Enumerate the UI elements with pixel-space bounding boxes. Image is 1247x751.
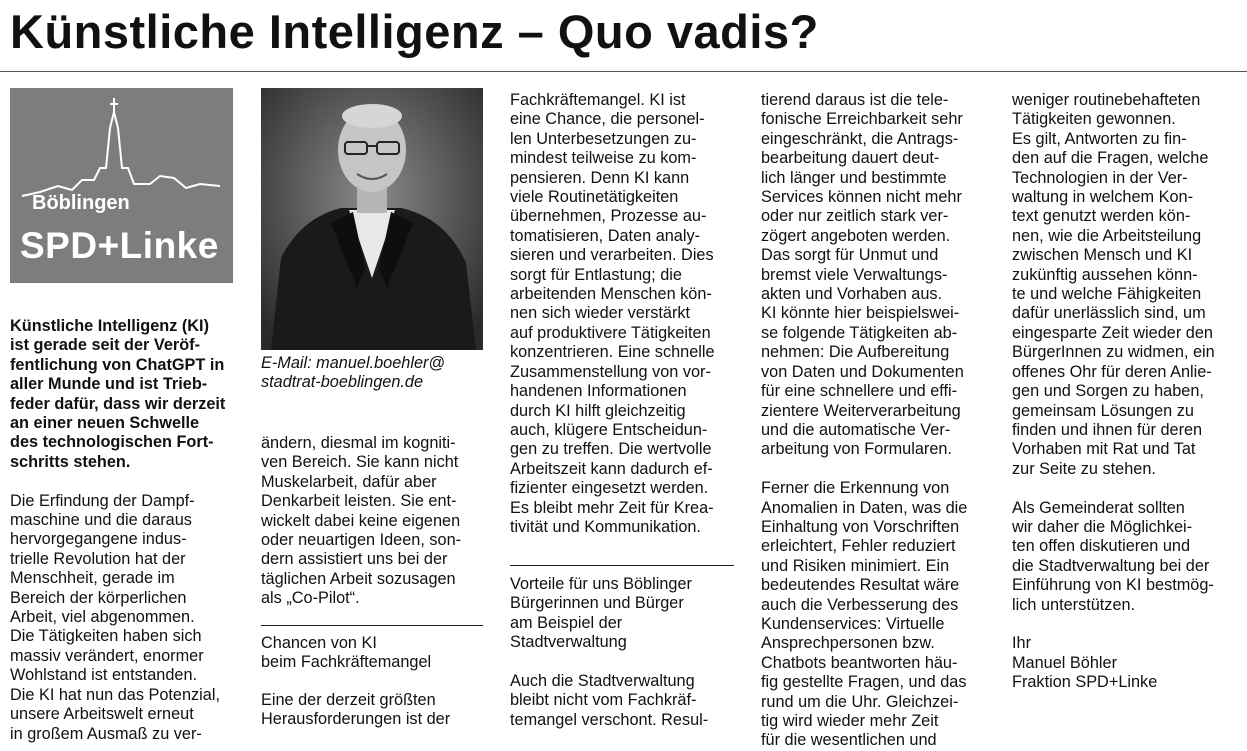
- subheading-chancen: Chancen von KI beim Fachkräftemangel: [261, 634, 432, 672]
- subheading-vorteile: Vorteile für uns Böblinger Bürgerinnen und Bürger am Beispiel der Stadtverwaltung: [510, 575, 692, 652]
- column-2-paragraph-1: ändern, diesmal im kogniti- ven Bereich. Sie kann nicht Muskelarbeit, dafür aber Denkarbeit leisten. Sie ent- wickelt dabei keine eigenen oder neuartigen Ideen, son- dern assistiert uns bei der täglichen Arbeit sozusagen als „Co-Pilot“.: [261, 434, 462, 608]
- logo-party-name: SPD+Linke: [20, 225, 219, 266]
- column-3: [510, 91, 734, 537]
- column-4-paragraph-1: tierend daraus ist die tele- fonische Erreichbarkeit sehr eingeschränkt, die Antrags- bearbeitung dauert deut- lich länger und bestimmte Services können nicht mehr oder nur zeitlich stark ver- zögert angeboten werden. Das sorgt für Unmut und bremst viele Verwaltungs- akten und Vorhaben aus. KI könnte hier beispielswei- se folgende Tätigkeiten ab- nehmen: Die Aufbereitung von Daten und Dokumenten für eine schnellere und effi- zientere Weiterverarbeitung und die automatische Ver- arbeitung von Formularen.: [761, 91, 964, 459]
- column-2-paragraph-2: Eine der derzeit größten Herausforderungen ist der: [261, 691, 451, 729]
- column-4: [761, 91, 985, 751]
- column-3-lower: [510, 672, 734, 730]
- article-headline: Künstliche Intelligenz – Quo vadis?: [10, 5, 819, 58]
- column-3-paragraph-1: Fachkräftemangel. KI ist eine Chance, die personel- len Unterbesetzungen zu- mindest teilweise zu kom- pensieren. Denn KI kann viele Routinetätigkeiten übernehmen, Prozesse au- tomatisieren, Daten analy- sieren und verarbeiten. Dies sorgt für Entlastung; die arbeitenden Menschen kön- nen sich wieder verstärkt auf produktivere Tätigkeiten konzentrieren. Eine schnelle Zusammenstellung von vor- handenen Informationen durch KI hilft gleichzeitig auch, klügere Entscheidun- gen zu treffen. Die wertvolle Arbeitszeit kann dadurch ef- fizienter eingesetzt werden. Es bleibt mehr Zeit für Krea- tivität und Kommunikation.: [510, 91, 715, 536]
- column-3-paragraph-2: Auch die Stadtverwaltung bleibt nicht vom Fachkräf- temangel verschont. Resul-: [510, 672, 709, 729]
- column-5-paragraph-1: weniger routinebehafteten Tätigkeiten gewonnen. Es gilt, Antworten zu fin- den auf die Fragen, welche Technologien in der Ver- waltung in welchem Kon- text genutzt werden kön- nen, wie die Arbeitsteilung zwischen Mensch und KI zukünftig aussehen könn- te und welche Fähigkeiten dafür unerlässlich sind, um eingesparte Zeit wieder den BürgerInnen zu widmen, ein offenes Ohr für deren Anlie- gen und Sorgen zu haben, gemeinsam Lösungen zu finden und ihnen für deren Vorhaben mit Rat und Tat zur Seite zu stehen.: [1012, 91, 1215, 478]
- column-5-paragraph-2: Als Gemeinderat sollten wir daher die Möglichkei- ten offen diskutieren und die Stadtverwaltung bei der Einführung von KI bestmög- lich unterstützen.: [1012, 498, 1214, 614]
- column-2-lower: [261, 691, 483, 730]
- column-5: [1012, 91, 1236, 693]
- column-4-paragraph-2: Ferner die Erkennung von Anomalien in Daten, was die Einhaltung von Vorschriften erleichtert, Fehler reduziert und Risiken minimiert. Ein bedeutendes Resultat wäre auch die Verbesserung des Kundenservices: Virtuelle Ansprechpersonen bzw. Chatbots beantworten häu- fig gestellte Fragen, und das rund um die Uhr. Gleichzei- tig wird wieder mehr Zeit für die wesentlichen und: [761, 479, 968, 750]
- photo-caption-email: E-Mail: manuel.boehler@ stadtrat-boeblingen.de: [261, 354, 445, 392]
- lead-paragraph: Künstliche Intelligenz (KI) ist gerade seit der Veröf- fentlichung von ChatGPT in aller Munde und ist Trieb- feder dafür, dass wir derzeit an einer neuen Schwelle des technologischen Fort- schritts stehen.: [10, 317, 226, 471]
- column-1: [10, 317, 233, 744]
- column-2: [261, 434, 483, 609]
- signoff: Ihr Manuel Böhler Fraktion SPD+Linke: [1012, 634, 1158, 692]
- author-photo: [261, 88, 483, 350]
- headline-rule: [0, 71, 1247, 72]
- column-1-paragraph: Die Erfindung der Dampf- maschine und die daraus hervorgegangene indus- trielle Revolution hat der Menschheit, gerade im Bereich der körperlichen Arbeit, viel abgenommen. Die Tätigkeiten haben sich massiv verändert, enormer Wohlstand ist entstanden. Die KI hat nun das Potenzial, unsere Arbeitswelt erneut in großem Ausmaß zu ver-: [10, 491, 220, 743]
- subhead-rule: [510, 565, 734, 566]
- party-logo: [10, 88, 233, 283]
- subhead-rule: [261, 625, 483, 626]
- logo-city-name: Böblingen: [32, 192, 130, 214]
